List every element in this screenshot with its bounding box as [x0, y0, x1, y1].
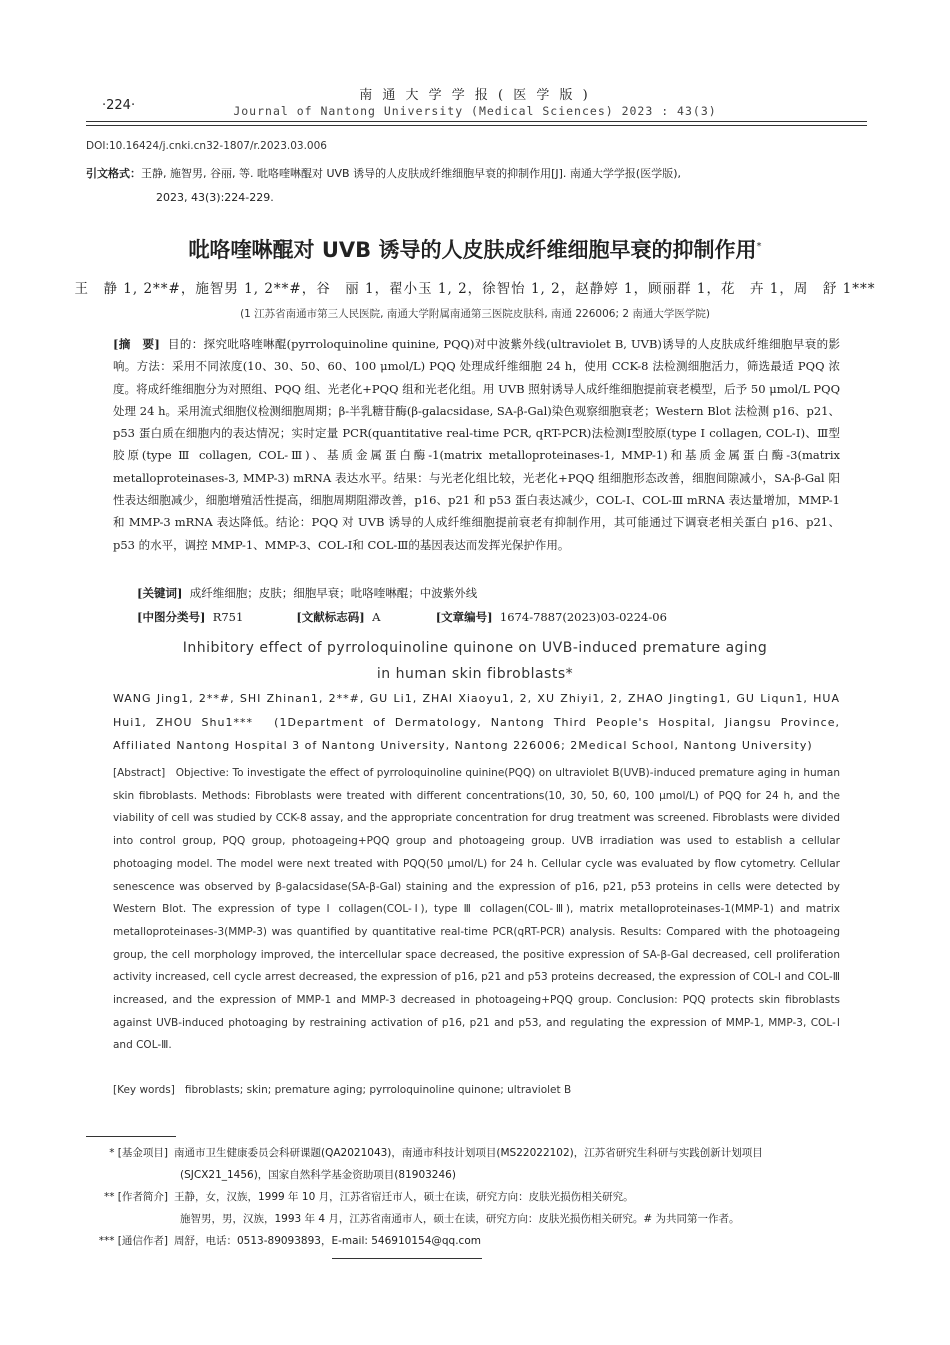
- abstract-en-text: Objective: To investigate the effect of pyrroloquinoline quinine(PQQ) on ultraviolet B(UVB)-induced premature aging in human skin fibroblasts. Methods: Fibroblasts were treated with different concentrations(10, 30, 50, 60, 100 μmol/L) of PQQ for 24 h, and the viability of cell was studied by CCK-8 assay, and the appropriate concentration for drug treatment was screened. Fibroblasts were divided into control group, PQQ group, photoageing+PQQ group and photoageing group. UVB irradiation was used to establish a cellular photoaging model. The model were next treated with PQQ(50 μmol/L) for 24 h. Cellular cycle was evaluated by flow cytometry. Cellular senescence was observed by β-galacsidase(SA-β-Gal) staining and the expression of p16, p21, p53 proteins in cells were detected by Western Blot. The expression of type Ⅰ collagen(COL-Ⅰ), type Ⅲ collagen(COL-Ⅲ), matrix metalloproteinases-1(MMP-1) and matrix metalloproteinases-3(MMP-3) was quantified by quantitative real-time PCR(qRT-PCR) analysis. Results: Compared with the photoageing group, the cell morphology improved, the intercellular space decreased, the positive expression of SA-β-Gal decreased, cell proliferation activity increased, cell cycle arrest decreased, the expression of p16, p21 and p53 proteins decreased, the expression of COL-Ⅰ and COL-Ⅲ increased, and the expression of MMP-1 and MMP-3 decreased in photoageing+PQQ group. Conclusion: PQQ protects skin fibroblasts against UVB-induced photoaging by restraining activation of p16, p21 and p53, and regulating the expression of MMP-1, MMP-3, COL-Ⅰ and COL-Ⅲ.: [113, 767, 840, 1052]
- article-number-label: [文章编号]: [435, 610, 493, 624]
- footnote-end-rule: [332, 1258, 482, 1259]
- abstract-en: [113, 762, 840, 1057]
- authors-cn: 王 静 1, 2**#，施智男 1, 2**#，谷 丽 1，翟小玉 1, 2，徐智怡 1, 2，赵静婷 1，顾丽群 1，花 卉 1，周 舒 1***: [74, 281, 876, 297]
- journal-title-cn: 南 通 大 学 学 报 ( 医 学 版 ): [359, 88, 591, 103]
- journal-title-en: Journal of Nantong University (Medical Sciences) 2023 : 43(3): [233, 104, 717, 118]
- keywords-cn-label: [关键词]: [137, 586, 183, 600]
- citation-format: [86, 162, 876, 210]
- authors-affiliation-en: WANG Jing1, 2**#, SHI Zhinan1, 2**#, GU Li1, ZHAI Xiaoyu1, 2, XU Zhiyi1, 2, ZHAO Jingting1, GU Liqun1, HUA Hui1, ZHOU Shu1*** (1Department of Dermatology, Nantong Third People's Hospital, Jiangsu Province, Affiliated Nantong Hospital 3 of Nantong University, Nantong 226006; 2Medical School, Nantong University): [113, 692, 840, 752]
- header-rule-thick: [86, 121, 867, 122]
- keywords-cn-text: 成纤维细胞；皮肤；细胞早衰；吡咯喹啉醌；中波紫外线: [189, 586, 478, 600]
- clc-label: [中图分类号]: [137, 610, 206, 624]
- title-en-line2: in human skin fibroblasts*: [376, 666, 574, 682]
- abstract-cn: [113, 333, 840, 556]
- author-line-2: 施智男，男，汉族，1993 年 4 月，江苏省南通市人，硕士在读，研究方向：皮肤光损伤相关研究。# 为共同第一作者。: [180, 1213, 740, 1225]
- citation-label: 引文格式：: [86, 167, 141, 180]
- fund-line-2: (SJCX21_1456)，国家自然科学基金资助项目(81903246): [180, 1169, 456, 1181]
- article-title-text: 吡咯喹啉醌对 UVB 诱导的人皮肤成纤维细胞早衰的抑制作用: [188, 238, 757, 262]
- author-line-1: 王静，女，汉族，1999 年 10 月，江苏省宿迁市人，硕士在读，研究方向：皮肤光损伤相关研究。: [174, 1191, 634, 1203]
- doc-code-label: [文献标志码]: [296, 610, 365, 624]
- title-footnote-mark: *: [756, 241, 762, 252]
- page-number: ·224·: [102, 98, 136, 113]
- footnote-author: [86, 1186, 876, 1230]
- fund-line-1: 南通市卫生健康委员会科研课题(QA2021043)，南通市科技计划项目(MS22022102)，江苏省研究生科研与实践创新计划项目: [174, 1147, 763, 1159]
- article-title: [0, 234, 950, 264]
- keywords-en-text: fibroblasts; skin; premature aging; pyrroloquinoline quinone; ultraviolet B: [184, 1084, 572, 1096]
- title-en-line1: Inhibitory effect of pyrroloquinoline quinone on UVB-induced premature aging: [182, 640, 768, 656]
- doc-code-value: A: [372, 610, 381, 624]
- abstract-en-label: [Abstract]: [113, 767, 166, 779]
- keywords-en: [113, 1084, 840, 1096]
- footnote-fund: [86, 1142, 876, 1186]
- abstract-cn-label: [摘 要]: [113, 337, 160, 351]
- keywords-en-label: [Key words]: [113, 1084, 175, 1096]
- footnote-rule: [86, 1136, 176, 1137]
- title-en: [0, 635, 950, 687]
- affiliation-cn: (1 江苏省南通市第三人民医院, 南通大学附属南通第三医院皮肤科, 南通 226006; 2 南通大学医学院): [240, 308, 710, 320]
- clc-value: R751: [212, 610, 244, 624]
- article-number-value: 1674-7887(2023)03-0224-06: [499, 610, 667, 624]
- author-mark: ** [作者简介]: [103, 1191, 168, 1203]
- classification-row: [137, 609, 837, 625]
- corr-line: 周舒，电话：0513-89093893，E-mail: 546910154@qq.com: [174, 1235, 481, 1247]
- citation-text-2: 2023, 43(3):224-229.: [156, 191, 274, 204]
- footnote-correspondence: [86, 1230, 876, 1252]
- doi: DOI:10.16424/j.cnki.cn32-1807/r.2023.03.006: [86, 140, 327, 152]
- abstract-cn-text: 目的：探究吡咯喹啉醌(pyrroloquinoline quinine, PQQ)对中波紫外线(ultraviolet B, UVB)诱导的人皮肤成纤维细胞早衰的影响。方法：采用不同浓度(10、30、50、60、100 μmol/L) PQQ 处理成纤维细胞 24 h，使用 CCK-8 法检测细胞活力，筛选最适 PQQ 浓度。将成纤维细胞分为对照组、PQQ 组、光老化+PQQ 组和光老化组。用 UVB 照射诱导人成纤维细胞提前衰老模型，后予 50 μmol/L PQQ 处理 24 h。采用流式细胞仪检测细胞周期；β-半乳糖苷酶(β-galacsidase, SA-β-Gal)染色观察细胞衰老；Western Blot 法检测 p16、p21、p53 蛋白质在细胞内的表达情况；实时定量 PCR(quantitative real-time PCR, qRT-PCR)法检测Ⅰ型胶原(type Ⅰ collagen, COL-Ⅰ)、Ⅲ型胶原(type Ⅲ collagen, COL-Ⅲ)、基质金属蛋白酶-1(matrix metalloproteinases-1, MMP-1)和基质金属蛋白酶-3(matrix metalloproteinases-3, MMP-3) mRNA 表达水平。结果：与光老化组比较，光老化+PQQ 组细胞形态改善，细胞间隙减小，SA-β-Gal 阳性表达细胞减少，细胞增殖活性提高，细胞周期阻滞改善，p16、p21 和 p53 蛋白表达减少，COL-Ⅰ、COL-Ⅲ mRNA 表达量增加，MMP-1 和 MMP-3 mRNA 表达降低。结论：PQQ 对 UVB 诱导的人成纤维细胞提前衰老有抑制作用，其可能通过下调衰老相关蛋白 p16、p21、p53 的水平，调控 MMP-1、MMP-3、COL-Ⅰ和 COL-Ⅲ的基因表达而发挥光保护作用。: [113, 337, 840, 552]
- keywords-cn: [137, 585, 477, 601]
- header-rule-thin: [86, 125, 867, 126]
- fund-mark: * [基金项目]: [109, 1147, 168, 1159]
- corr-mark: *** [通信作者]: [98, 1235, 168, 1247]
- citation-text-1: 王静, 施智男, 谷丽, 等. 吡咯喹啉醌对 UVB 诱导的人皮肤成纤维细胞早衰的抑制作用[J]. 南通大学学报(医学版),: [141, 167, 681, 180]
